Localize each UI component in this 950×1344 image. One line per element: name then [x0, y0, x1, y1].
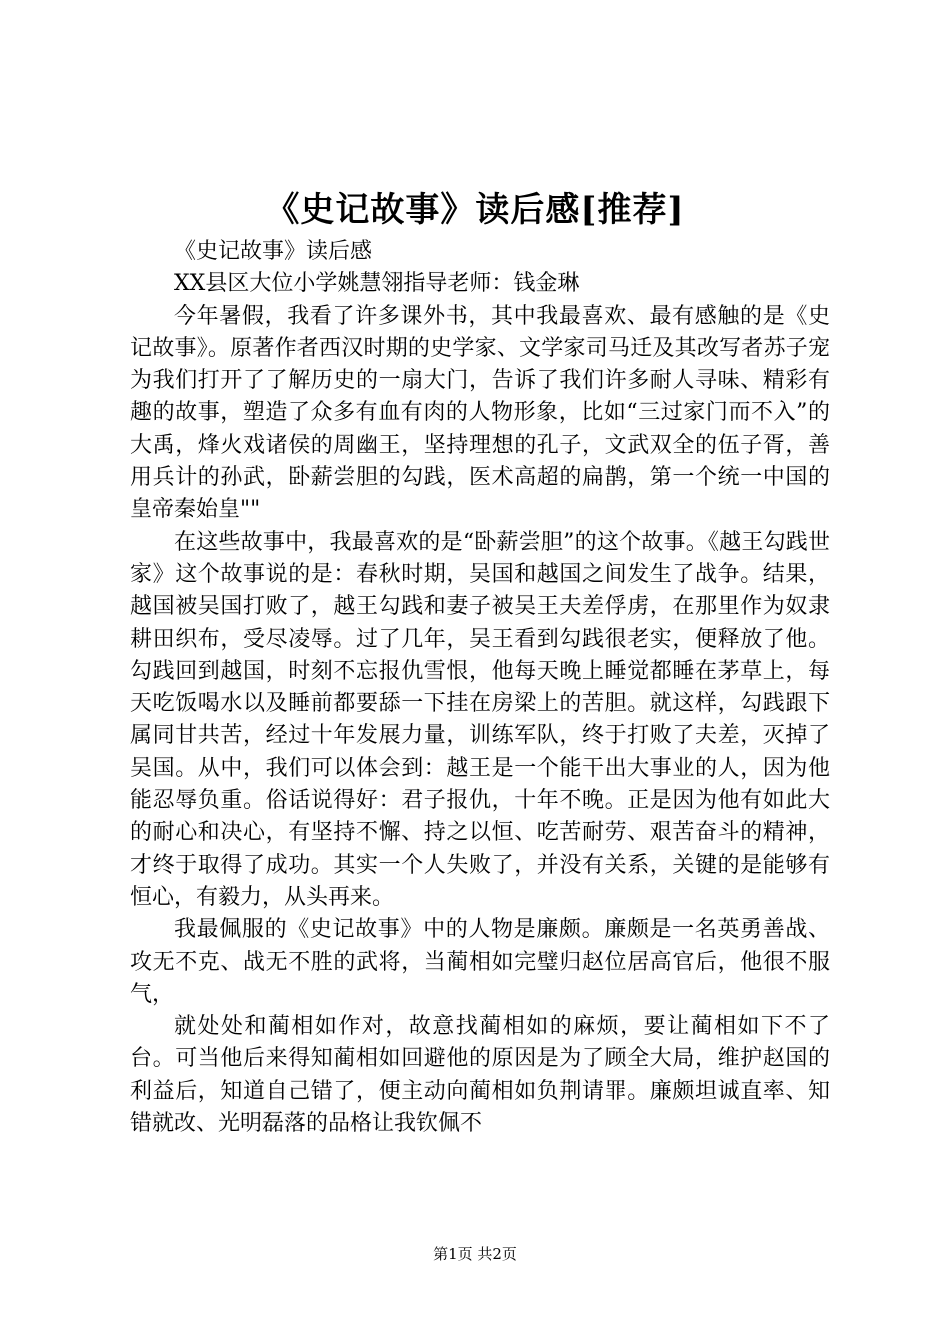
author-line: XX县区大位小学姚慧翎指导老师：钱金琳: [174, 271, 580, 297]
document-body: [130, 236, 830, 1140]
body-paragraph: 今年暑假，我看了许多课外书，其中我最喜欢、最有感触的是《史记故事》。原著作者西汉时期的史学家、文学家司马迁及其改写者苏子宠为我们打开了了解历史的一扇大门，告诉了我们许多耐人寻味、精彩有趣的故事，塑造了众多有血有肉的人物形象，比如“三过家门而不入”的大禹，烽火戏诸侯的周幽王，坚持理想的孔子，文武双全的伍子胥，善用兵计的孙武，卧薪尝胆的勾践，医术高超的扁鹊，第一个统一中国的皇帝秦始皇"": [130, 303, 830, 523]
body-paragraph: 在这些故事中，我最喜欢的是“卧薪尝胆”的这个故事。《越王勾践世家》这个故事说的是：春秋时期，吴国和越国之间发生了战争。结果，越国被吴国打败了，越王勾践和妻子被吴王夫差俘虏，在那里作为奴隶耕田织布，受尽凌辱。过了几年，吴王看到勾践很老实，便释放了他。勾践回到越国，时刻不忘报仇雪恨，他每天晚上睡觉都睡在茅草上，每天吃饭喝水以及睡前都要舔一下挂在房梁上的苦胆。就这样，勾践跟下属同甘共苦，经过十年发展力量，训练军队，终于打败了夫差，灭掉了吴国。从中，我们可以体会到：越王是一个能干出大事业的人，因为他能忍辱负重。俗话说得好：君子报仇，十年不晚。正是因为他有如此大的耐心和决心，有坚持不懈、持之以恒、吃苦耐劳、艰苦奋斗的精神，才终于取得了成功。其实一个人失败了，并没有关系，关键的是能够有恒心，有毅力，从头再来。: [130, 529, 830, 910]
body-paragraph: 就处处和蔺相如作对，故意找蔺相如的麻烦，要让蔺相如下不了台。可当他后来得知蔺相如回避他的原因是为了顾全大局，维护赵国的利益后，知道自己错了，便主动向蔺相如负荆请罪。廉颇坦诚直率、知错就改、光明磊落的品格让我钦佩不: [130, 1014, 830, 1137]
document-title: 《史记故事》读后感[推荐]: [265, 190, 685, 230]
page-footer: 第1页 共2页: [433, 1245, 517, 1263]
subtitle-paragraph: 《史记故事》读后感: [174, 239, 373, 264]
body-paragraph: 我最佩服的《史记故事》中的人物是廉颇。廉颇是一名英勇善战、攻无不克、战无不胜的武将，当蔺相如完璧归赵位居高官后，他很不服气，: [130, 917, 830, 1007]
